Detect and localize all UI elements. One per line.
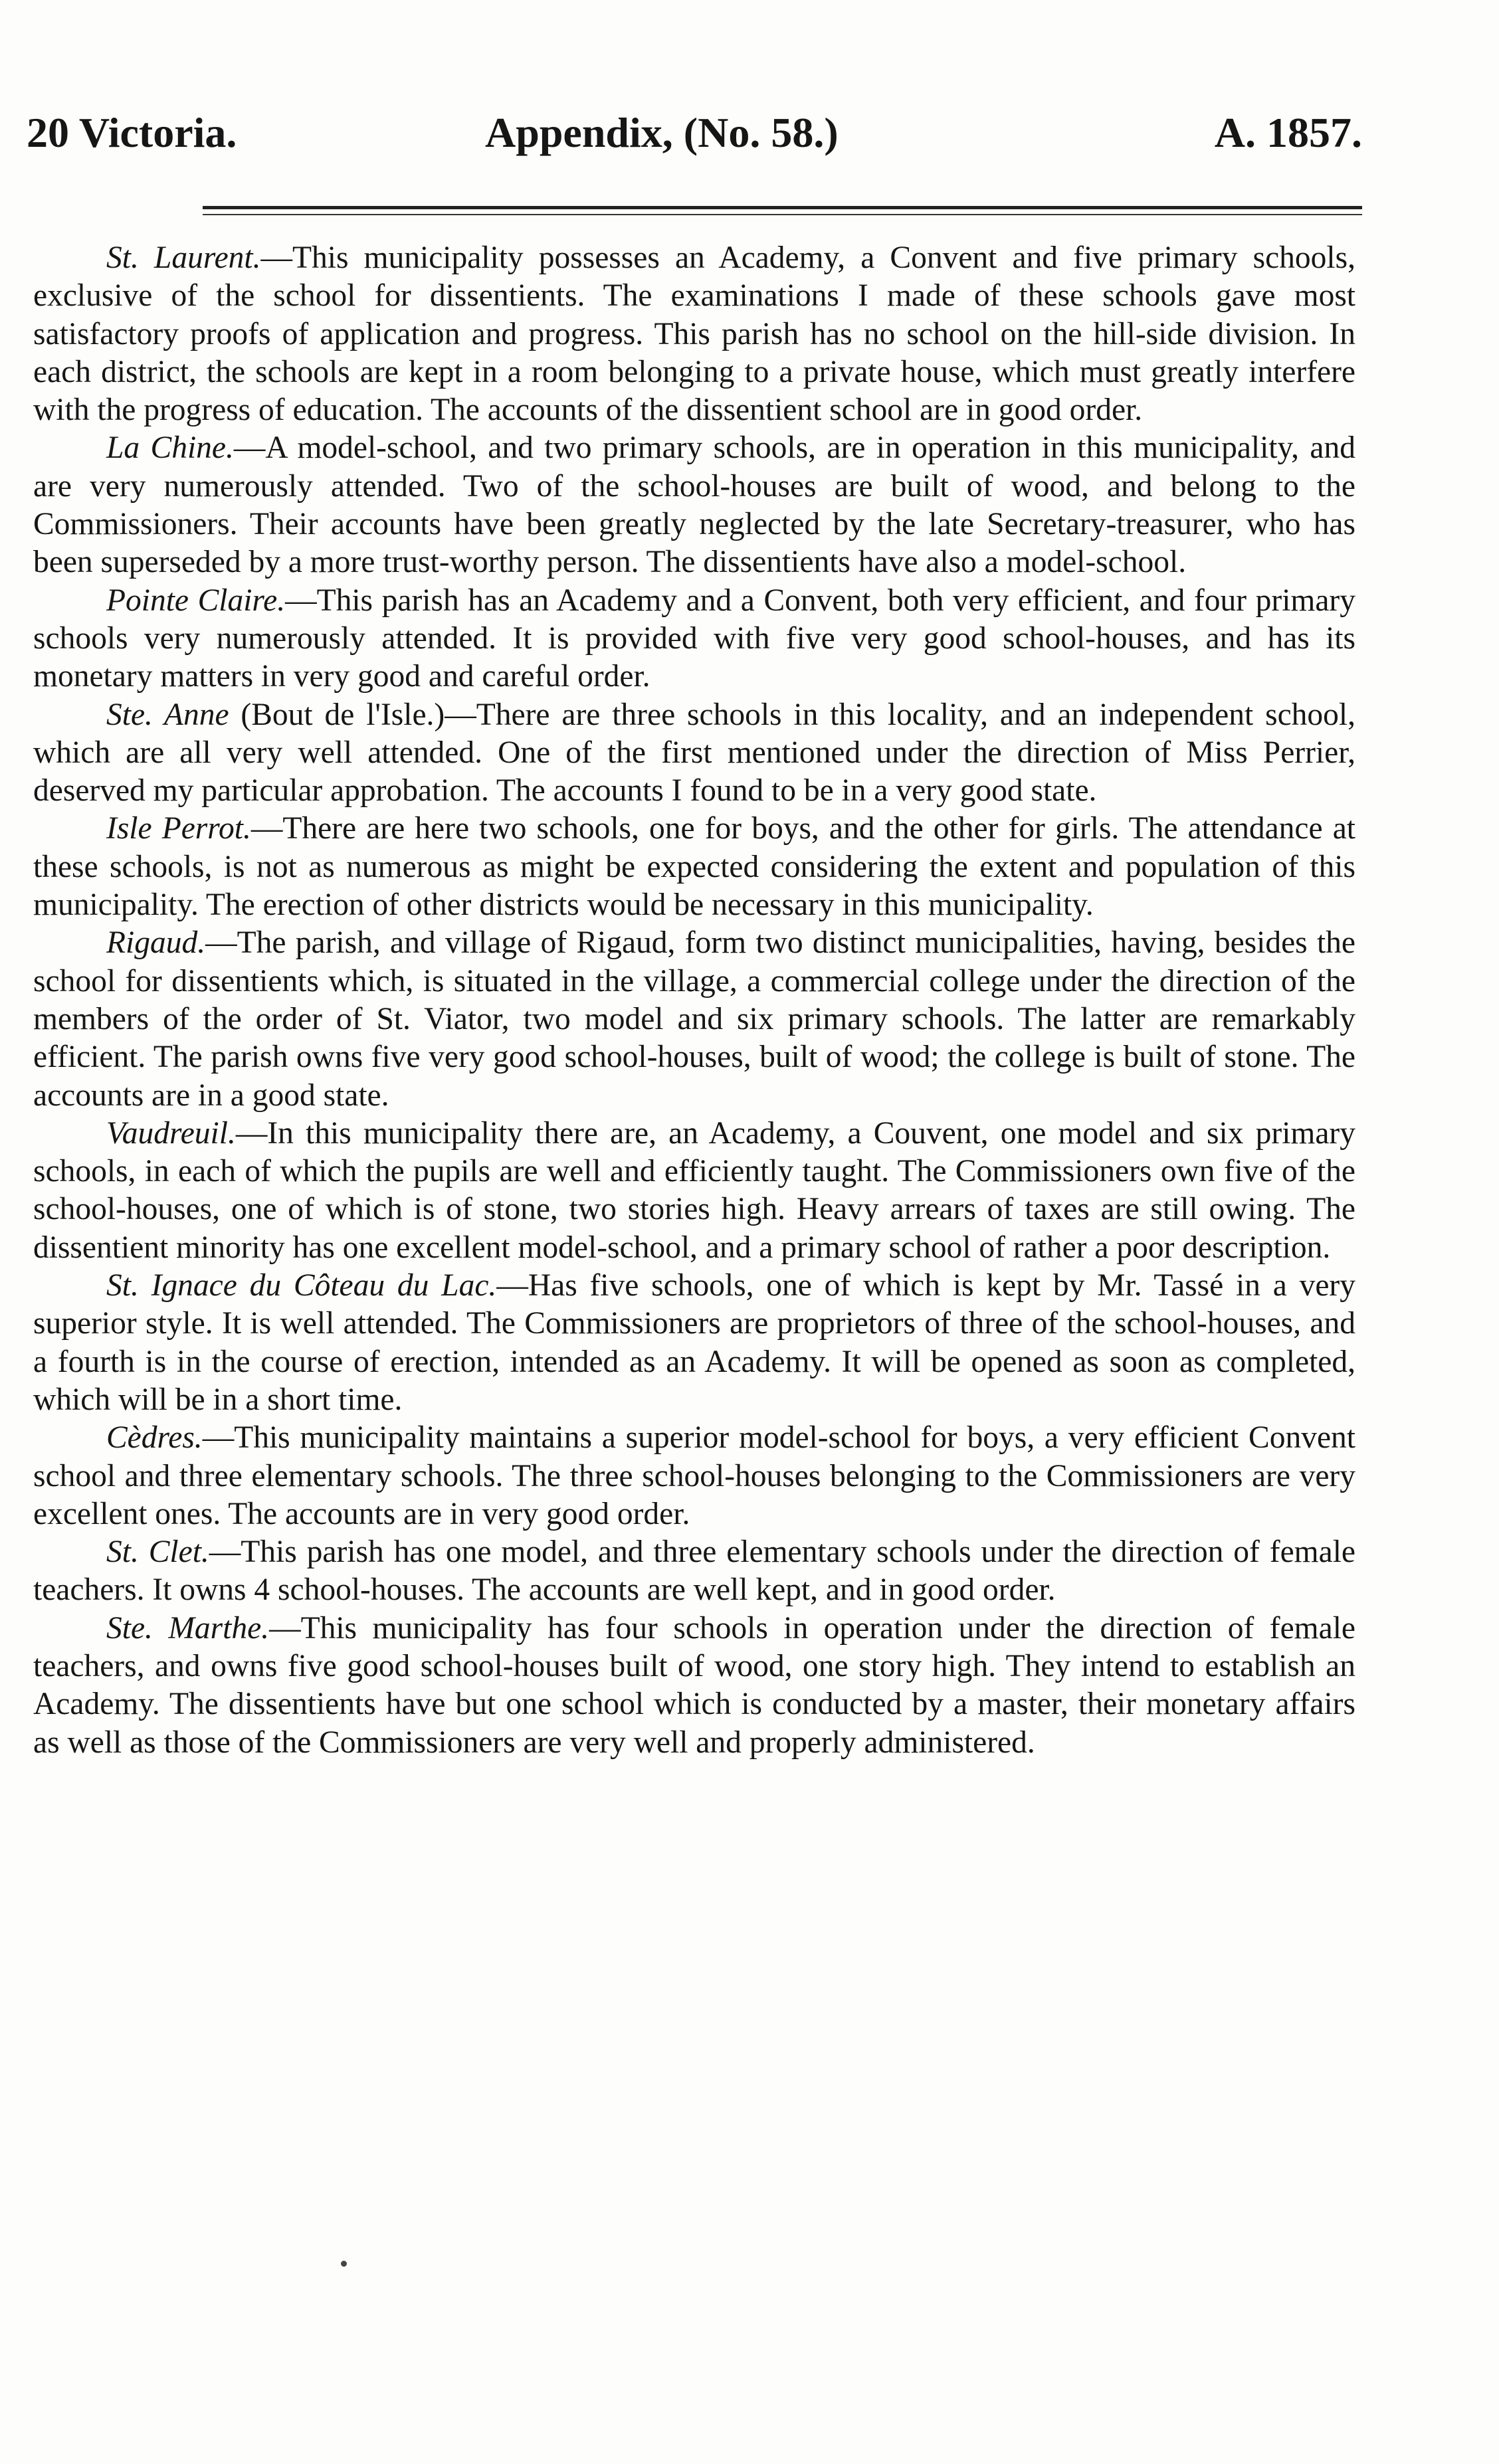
place-name: Cèdres. — [106, 1420, 203, 1456]
paragraph-st-laurent — [33, 239, 1355, 429]
paragraph-text: —A model-school, and two primary schools, are in operation in this municipality, and are very numerously attended. Two of the school-houses are built of wood, and belong to the Commissioners. Their accounts have been greatly neglected by the late Secretary-treasurer, who has been superseded by a more trust-worthy person. The dissentients have also a model-school. — [33, 430, 1355, 580]
place-name: St. Laurent. — [106, 240, 261, 275]
report-body — [33, 239, 1355, 1762]
place-name: Ste. Marthe. — [106, 1610, 270, 1646]
paragraph-isle-perrot — [33, 810, 1355, 924]
place-name: Isle Perrot. — [106, 811, 251, 846]
paragraph-vaudreuil — [33, 1115, 1355, 1267]
paragraph-ste-marthe — [33, 1610, 1355, 1762]
paragraph-text: —The parish, and village of Rigaud, form two distinct municipalities, having, besides the school for dissentients which, is situated in the village, a commercial college under the direction of the members of the order of St. Viator, two model and six primary schools. The latter are remarkably efficient. The parish owns five very good school-houses, built of wood; the college is built of stone. The accounts are in a good state. — [33, 925, 1355, 1113]
paragraph-la-chine — [33, 429, 1355, 581]
place-name: St. Clet. — [106, 1535, 209, 1570]
ink-speck — [341, 2261, 347, 2267]
place-name: Rigaud. — [106, 925, 206, 961]
paragraph-pointe-claire — [33, 582, 1355, 696]
paragraph-rigaud — [33, 924, 1355, 1114]
place-name: Ste. Anne — [106, 697, 229, 732]
paragraph-text: —This parish has an Academy and a Convent, both very efficient, and four primary schools very numerously attended. It is provided with five very good school-houses, and has its monetary matters in very good and careful order. — [33, 583, 1355, 694]
paragraph-text: —There are here two schools, one for boys, and the other for girls. The attendance at these schools, is not as numerous as might be expected considering the extent and population of this municipality. The erection of other districts would be necessary in this municipality. — [33, 811, 1355, 923]
paragraph-text: —This municipality maintains a superior model-school for boys, a very efficient Convent school and three elementary schools. The three school-houses belonging to the Commissioners are very excellent ones. The accounts are in very good order. — [33, 1420, 1355, 1531]
place-name: Vaudreuil. — [106, 1115, 236, 1151]
place-name: La Chine. — [106, 430, 234, 466]
header-appendix: Appendix, (No. 58.) — [485, 109, 839, 156]
paragraph-ste-anne — [33, 696, 1355, 810]
paragraph-text: (Bout de l'Isle.)—There are three schools in this locality, and an independent school, which are all very well attended. One of the first mentioned under the direction of Miss Perrier, deserved my particular approbation. The accounts I found to be in a very good state. — [33, 697, 1355, 808]
place-name: Pointe Claire. — [106, 583, 286, 618]
paragraph-text: —Has five schools, one of which is kept by Mr. Tassé in a very superior style. It is well attended. The Commissioners are proprietors of three of the school-houses, and a fourth is in the course of erection, intended as an Academy. It will be opened as soon as completed, which will be in a short time. — [33, 1268, 1355, 1417]
place-name: St. Ignace du Côteau du Lac. — [106, 1268, 497, 1303]
header-session: 20 Victoria. — [27, 109, 237, 156]
paragraph-text: —This municipality has four schools in operation under the direction of female teachers, and owns five good school-houses built of wood, one story high. They intend to establish an Academy. The dissentients have but one school which is conducted by a master, their monetary affairs as well as those of the Commissioners are very well and properly administered. — [33, 1610, 1355, 1760]
paragraph-st-ignace — [33, 1267, 1355, 1419]
paragraph-text: —This municipality possesses an Academy, a Convent and five primary schools, exclusive of the school for dissentients. The examinations I made of these schools gave most satisfactory proofs of application and progress. This parish has no school on the hill-side division. In each district, the schools are kept in a room belonging to a private house, which must greatly interfere with the progress of education. The accounts of the dissentient school are in good order. — [33, 240, 1355, 428]
header-rule-thick — [203, 206, 1362, 209]
header-year: A. 1857. — [1214, 109, 1362, 156]
paragraph-cedres — [33, 1419, 1355, 1533]
paragraph-text: —This parish has one model, and three elementary schools under the direction of female teachers. It owns 4 school-houses. The accounts are well kept, and in good order. — [33, 1535, 1355, 1608]
paragraph-text: —In this municipality there are, an Academy, a Couvent, one model and six primary schools, in each of which the pupils are well and efficiently taught. The Commissioners own five of the school-houses, one of which is of stone, two stories high. Heavy arrears of taxes are still owing. The dissentient minority has one excellent model-school, and a primary school of rather a poor description. — [33, 1115, 1355, 1265]
header-rule-thin — [203, 214, 1362, 215]
paragraph-st-clet — [33, 1533, 1355, 1610]
running-header — [27, 103, 1362, 169]
